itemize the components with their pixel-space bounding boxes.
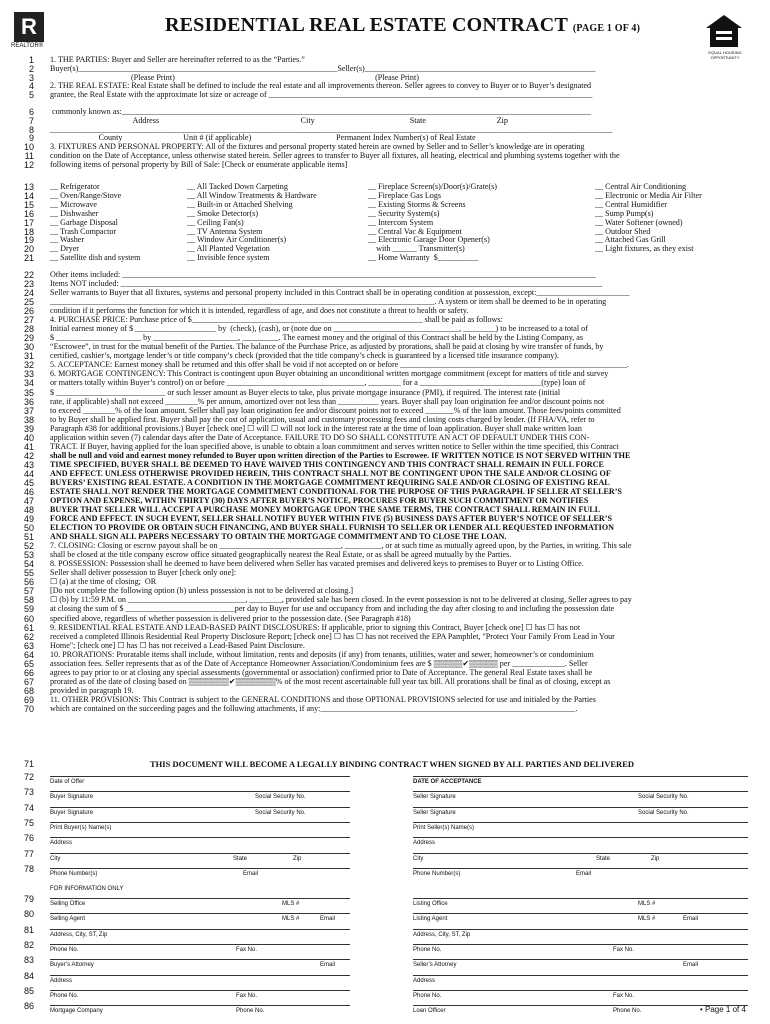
fixture-item[interactable]: __ Garbage Disposal: [50, 218, 118, 227]
signature-line[interactable]: [413, 913, 748, 914]
signature-line[interactable]: [50, 853, 350, 854]
contract-line: association fees. Seller represents that as of the Date of Acceptance Homeowner Association/Condominium fees are $ ▒▒▒▒▒✔▒▒▒▒▒ per _____________. Seller: [50, 659, 588, 668]
signature-field-label: Phone Number(s): [413, 870, 461, 877]
signature-field-label: Fax No.: [613, 947, 635, 953]
contract-line: following items of personal property by Bill of Sale: [Check or enumerate applicable items]: [50, 160, 348, 169]
fixture-item[interactable]: __ Light fixtures, as they exist: [595, 245, 694, 254]
line-number: 51: [23, 532, 34, 543]
signature-line[interactable]: [413, 837, 748, 838]
line-number: 31: [23, 351, 34, 362]
signature-field-label: Seller Signature: [413, 794, 456, 801]
line-number: 73: [23, 787, 34, 798]
fixture-item[interactable]: __ Central Air Conditioning: [595, 183, 687, 191]
signature-line[interactable]: [413, 1005, 748, 1006]
signature-line[interactable]: [50, 913, 350, 914]
contract-line: FORCE AND EFFECT. IN SUCH EVENT, SELLER SHALL NOTIFY BUYER WITHIN FIVE (5) BUSINESS DAYS AFTER BUYER’S NOTICE OF SELLER’S: [50, 515, 612, 524]
contract-line: 4. PURCHASE PRICE: Purchase price of $_________________________________________________________ shall be paid as follows:: [50, 316, 503, 325]
fixture-item[interactable]: __ Built-in or Attached Shelving: [187, 200, 293, 209]
signature-line[interactable]: [50, 959, 350, 960]
line-number: 32: [23, 360, 34, 371]
signature-line[interactable]: [413, 868, 748, 869]
contract-line: Seller shall deliver possession to Buyer [check only one]:: [50, 569, 237, 578]
signature-field-label: Buyer Signature: [50, 794, 94, 801]
contract-line: at closing the sum of $ ___________________________per day to Buyer for use and occupancy from and including the day after closing to and including the possession date: [50, 605, 615, 614]
signature-field-label: Email: [576, 870, 592, 877]
signature-field-label: Selling Office: [50, 901, 86, 908]
fixture-item[interactable]: __ Central Humidifier: [595, 200, 667, 209]
signature-field-label: Print Buyer(s) Name(s): [50, 824, 112, 831]
line-number: 77: [23, 848, 34, 859]
signature-field-label: Address, City, ST, Zip: [413, 931, 471, 938]
signature-field-label: Zip: [651, 855, 660, 862]
signature-line[interactable]: [413, 791, 748, 792]
contract-line: Buyer(s)________________________________________________________________Seller(s)_________________________________________________________: [50, 64, 596, 73]
fixture-item[interactable]: __ Central Vac & Equipment: [368, 227, 462, 236]
line-number: 58: [23, 595, 34, 606]
line-number: 44: [23, 468, 34, 479]
signature-line[interactable]: [413, 944, 748, 945]
line-number: 80: [23, 909, 34, 920]
signature-field-label: MLS #: [638, 916, 656, 923]
contract-line: which are contained on the succeeding pages and the following attachments, if any:_______________________________________________________________.: [50, 704, 578, 713]
signature-field-label: Address, City, ST, Zip: [50, 931, 108, 938]
line-number: 40: [23, 432, 34, 443]
line-number: 60: [23, 613, 34, 624]
contract-line: Home"; [check one] ☐ has ☐ has not received a Lead-Based Paint Disclosure.: [50, 641, 305, 650]
fixture-item[interactable]: __ Sump Pump(s): [595, 209, 654, 218]
contract-line: 11. OTHER PROVISIONS: This Contract is subject to the GENERAL CONDITIONS and those OPTIONAL PROVISIONS selected for use and initialed by the Parties: [50, 695, 596, 704]
contract-line: AND SHALL SIGN ALL PAPERS NECESSARY TO OBTAIN THE MORTGAGE COMMITMENT AND TO CLOSE THE LOAN.: [50, 533, 507, 542]
signature-field-label: Address: [50, 840, 73, 847]
line-number: 29: [23, 333, 34, 344]
contract-line: AND EFFECT. UNLESS OTHERWISE PROVIDED HEREIN, THIS CONTRACT SHALL NOT BE CONTINGENT UPON THE SALE AND/OR CLOSING OF: [50, 469, 611, 478]
contract-line: 5. ACCEPTANCE: Earnest money shall be returned and this offer shall be void if not accepted on or before ________________________________________________________.: [50, 361, 629, 370]
signature-field-label: Selling Agent: [50, 916, 86, 923]
contract-line: $ _____________________ by _____________________, _________. The earnest money and the original of this Contract shall be held by the Listing Company, as: [50, 334, 583, 343]
contract-line: to exceed ________% of the loan amount. Seller shall pay loan origination fee and/or discount points not to exceed _______% of the loan amount. Those fees/points committed: [50, 406, 621, 415]
signature-line[interactable]: [413, 853, 748, 854]
line-number: 75: [23, 817, 34, 828]
contract-line: grantee, the Real Estate with the approximate lot size or acreage of ________________________________________________________________________________: [50, 91, 593, 99]
line-number: 5: [28, 90, 34, 100]
contract-line: “Escrowee”, in trust for the mutual benefit of the Parties. The balance of the Purchase Price, as adjusted by prorations, shall be paid at closing by wire transfer of funds, by: [50, 343, 604, 352]
contract-line: (Please Print) (Please Print): [50, 73, 419, 82]
fixture-item[interactable]: __ Home Warranty $__________: [368, 254, 479, 263]
contract-line: 7. CLOSING: Closing or escrow payout shall be on ______________________________, _________, or at such time as mutually agreed upon, by the Parties, in writing. This sale: [50, 542, 632, 551]
signature-field-label: Print Seller(s) Name(s): [413, 824, 475, 831]
signature-field-label: Phone No.: [413, 992, 442, 999]
contract-line: 6. MORTGAGE CONTINGENCY: This Contract is contingent upon Buyer obtaining an unconditional written mortgage commitment (except for matters of title and survey: [50, 370, 609, 379]
line-number: 76: [23, 833, 34, 844]
signature-line[interactable]: [413, 822, 748, 823]
signature-line[interactable]: [50, 1005, 350, 1006]
signature-field-label: Address: [413, 977, 436, 984]
line-number: 25: [23, 297, 34, 308]
signature-field-label: Mortgage Company: [50, 1008, 103, 1015]
signature-line[interactable]: [50, 807, 350, 808]
line-number: 12: [23, 159, 34, 170]
line-number: 27: [23, 315, 34, 326]
line-number: 41: [23, 441, 34, 452]
line-number: 33: [23, 369, 34, 380]
contract-line: County Unit # (if applicable) Permanent Index Number(s) of Real Estate: [50, 134, 476, 143]
fixture-item[interactable]: __ All Planted Vegetation: [187, 245, 270, 254]
contract-line: OPTION AND EXPENSE, WITHIN THIRTY (30) DAYS AFTER BUYER’S NOTICE, PROCURES FOR BUYER SUCH COMMITMENT OR NOTIFIES: [50, 497, 589, 505]
signature-field-label: Email: [683, 962, 699, 969]
signature-line[interactable]: [50, 944, 350, 945]
line-number: 70: [23, 703, 34, 714]
signature-field-label: Loan Officer: [413, 1008, 446, 1015]
line-number: 39: [23, 423, 34, 434]
signature-line[interactable]: [413, 959, 748, 960]
fixture-item[interactable]: __ Electronic Garage Door Opener(s): [368, 236, 490, 245]
line-number: 64: [23, 649, 34, 660]
signature-field-label: MLS #: [638, 901, 656, 908]
line-number: 65: [23, 658, 34, 669]
line-number: 71: [23, 759, 34, 769]
line-number: 72: [23, 772, 34, 782]
signature-field-label: Email: [320, 916, 336, 923]
signature-line[interactable]: [413, 807, 748, 808]
contract-line: Paragraph #38 for additional provisions.) Buyer [check one] ☐ will ☐ will not lock in the interest rate at the time of loan application. Buyer shall make written loan: [50, 424, 582, 433]
fixture-item[interactable]: __ All Tacked Down Carpeting: [187, 183, 288, 191]
signature-field-label: Social Security No.: [255, 809, 306, 816]
signature-field-label: Phone No.: [413, 947, 442, 953]
line-number: 55: [23, 568, 34, 579]
signature-line[interactable]: [50, 776, 350, 777]
line-number: 7: [28, 115, 34, 126]
line-number: 68: [23, 685, 34, 696]
signature-field-label: State: [233, 855, 248, 862]
signature-field-label: City: [50, 855, 61, 862]
fixture-item[interactable]: __ Smoke Detector(s): [187, 209, 259, 218]
line-number: 21: [23, 253, 34, 264]
contract-line: 1. THE PARTIES: Buyer and Seller are hereinafter referred to as the “Parties.”: [50, 56, 305, 64]
line-number: 18: [23, 226, 34, 237]
line-number: 14: [23, 190, 34, 201]
fixture-item[interactable]: __ Washer: [50, 236, 85, 245]
fixture-item[interactable]: __ Satellite dish and system: [50, 254, 141, 263]
line-number: 22: [23, 270, 34, 280]
signature-line[interactable]: [50, 791, 350, 792]
line-number: 56: [23, 577, 34, 588]
contract-line: 3. FIXTURES AND PERSONAL PROPERTY: All of the fixtures and personal property stated herein are owned by Seller and to Seller’s knowledge are in operating: [50, 143, 585, 151]
signature-field-label: Social Security No.: [638, 809, 689, 816]
signature-field-label: City: [413, 855, 424, 862]
line-number: 6: [28, 107, 34, 117]
contract-line: Items NOT included: _______________________________________________________________________________________________________________________: [50, 280, 603, 289]
line-number: 63: [23, 640, 34, 651]
line-number: 35: [23, 387, 34, 398]
fixture-item[interactable]: __ Dishwasher: [50, 209, 99, 218]
line-number: 47: [23, 496, 34, 506]
signature-field-label: Email: [243, 870, 259, 877]
line-number: 11: [24, 150, 34, 161]
equal-housing-label: EQUAL HOUSING OPPORTUNITY: [708, 50, 742, 60]
fixture-item[interactable]: __ TV Antenna System: [187, 227, 263, 236]
signature-field-label: FOR INFORMATION ONLY: [50, 886, 124, 893]
contract-line: provided in paragraph 19.: [50, 686, 134, 695]
signature-line[interactable]: [50, 975, 350, 976]
line-number: 19: [23, 235, 34, 246]
fixture-item[interactable]: __ Outdoor Shed: [595, 227, 651, 236]
signature-field-label: Fax No.: [613, 992, 635, 999]
line-number: 85: [23, 985, 34, 996]
signature-field-label: Fax No.: [236, 947, 258, 953]
signature-field-label: Listing Office: [413, 901, 448, 908]
contract-line: Other items included: _____________________________________________________________________________________________________________________: [50, 271, 596, 279]
signature-line[interactable]: [413, 990, 748, 991]
contract-line: TIME SPECIFIED, BUYER SHALL BE DEEMED TO HAVE WAIVED THIS CONTINGENCY AND THIS CONTRACT SHALL REMAIN IN FULL FORCE: [50, 460, 604, 469]
signature-field-label: Phone No.: [613, 1008, 642, 1015]
line-number: 28: [23, 324, 34, 335]
line-number: 37: [23, 405, 34, 416]
signature-field-label: State: [596, 855, 611, 862]
line-number: 38: [23, 414, 34, 425]
line-number: 86: [23, 1001, 34, 1012]
fixture-item[interactable]: with ______ Transmitter(s): [368, 245, 465, 254]
signature-field-label: Zip: [293, 855, 302, 862]
contract-line: ___________________________________________________________________________________________________________________________________________: [50, 125, 613, 134]
fixture-item[interactable]: __ Trash Compactor: [50, 227, 117, 236]
line-number: 66: [23, 667, 34, 678]
contract-line: Initial earnest money of $ ____________________ by (check), (cash), or (note due on _______________________________, ________) to be increased to a total of: [50, 325, 588, 334]
contract-line: shall be null and void and earnest money refunded to Buyer upon written direction of the Parties to Escrowee. IF WRITTEN NOTICE IS NOT SERVED WITHIN THE: [50, 451, 631, 460]
contract-line: condition if it performs the function for which it is intended, regardless of age, and does not constitute a threat to health or safety.: [50, 307, 469, 316]
signature-field-label: Seller’s Attorney: [413, 962, 457, 969]
signature-field-label: Phone No.: [50, 992, 79, 999]
signature-field-label: Phone No.: [50, 947, 79, 953]
signature-field-label: Social Security No.: [255, 794, 306, 801]
contract-line: TRACT. If Buyer, having applied for the loan specified above, is unable to obtain a loan commitment and serves written notice to Seller within the time specified, this Contract: [50, 442, 619, 451]
line-number: 30: [23, 342, 34, 353]
line-number: 79: [23, 894, 34, 905]
fixture-item[interactable]: __ Attached Gas Grill: [595, 236, 666, 245]
contract-line: application within seven (7) calendar days after the Date of Acceptance. FAILURE TO DO SO SHALL CONSTITUTE AN ACT OF DEFAULT UNDER THIS CON-: [50, 433, 590, 442]
signature-field-label: Phone Number(s): [50, 870, 98, 877]
line-number: 10: [23, 142, 34, 152]
line-number: 17: [23, 217, 34, 228]
line-number: 48: [23, 505, 34, 516]
line-number: 49: [23, 514, 34, 525]
contract-line: 10. PRORATIONS: Proratable items shall include, without limitation, rents and deposits (if any) from tenants, utilities, water and sewer, homeowner’s or condominium: [50, 650, 594, 659]
fixture-item[interactable]: __ Dryer: [50, 245, 79, 254]
fixture-item[interactable]: __ Refrigerator: [50, 183, 100, 191]
line-number: 62: [23, 631, 34, 642]
fixture-item[interactable]: __ Water Softener (owned): [595, 218, 683, 227]
fixture-item[interactable]: __ Intercom System: [368, 218, 434, 227]
line-number: 3: [28, 72, 34, 83]
signature-field-label: Address: [413, 840, 436, 847]
contract-line: $ ___________________________ or such lesser amount as Buyer elects to take, plus private mortgage insurance (PMI), if required. The interest rate (initial: [50, 388, 561, 397]
contract-line: certified, cashier’s, mortgage lender’s or title company’s check (provided that the title company’s check is guaranteed by a licensed title insurance company).: [50, 352, 559, 361]
line-number: 54: [23, 559, 34, 570]
signature-field-label: Buyer’s Attorney: [50, 962, 94, 969]
signature-field-label: Fax No.: [236, 992, 258, 999]
realtor-logo-icon: R: [14, 12, 44, 42]
signature-field-label: Social Security No.: [638, 794, 689, 801]
line-number: 82: [23, 940, 34, 950]
line-number: 15: [23, 199, 34, 210]
contract-line: Address City State Zip: [50, 116, 508, 125]
line-number: 13: [23, 182, 34, 192]
contract-line: condition on the Date of Acceptance, unless otherwise stated herein. Seller agrees to transfer to Buyer all fixtures, all heating, electrical and plumbing systems together with the: [50, 151, 620, 160]
contract-line: commonly known as:____________________________________________________________________________________________________________________: [50, 108, 592, 116]
line-number: 1: [28, 55, 34, 65]
contract-line: 9. RESIDENTIAL REAL ESTATE AND LEAD-BASED PAINT DISCLOSURES: If applicable, prior to signing this Contract, Buyer [check one] ☐ has ☐ has not: [50, 623, 581, 632]
contract-line: 8. POSSESSION: Possession shall be deemed to have been delivered when Seller has vacated premises and delivered keys to premises to Buyer or to Listing Office.: [50, 560, 584, 569]
realtor-label: REALTOR®: [11, 43, 44, 49]
contract-line: shall be closed at the title company escrow office situated geographically nearest the Real Estate, or as shall be agreed mutually by the Parties.: [50, 551, 512, 560]
signature-field-label: Phone No.: [236, 1008, 265, 1015]
contract-line: 2. THE REAL ESTATE: Real Estate shall be defined to include the real estate and all improvements thereon. Seller agrees to convey to Buyer or to Buyer’s designated: [50, 82, 592, 91]
contract-line: BUYERS’ EXISTING REAL ESTATE. A CONDITION IN THE MORTGAGE COMMITMENT REQUIRING SALE AND/OR CLOSING OF EXISTING REAL: [50, 478, 610, 487]
line-number: 34: [23, 378, 34, 389]
page-title: [165, 14, 640, 37]
line-number: 46: [23, 486, 34, 497]
fixture-item[interactable]: __ Oven/Range/Stove: [50, 191, 122, 200]
line-number: 43: [23, 459, 34, 470]
line-number: 74: [23, 802, 34, 813]
line-number: 61: [23, 622, 34, 633]
contract-line: prorated as of the date of closing based on ▒▒▒▒▒▒▒✔▒▒▒▒▒▒▒% of the most recent ascertainable full year tax bill. All prorations shall be final as of closing, except as: [50, 677, 611, 686]
line-number: 16: [23, 208, 34, 219]
binding-notice: THIS DOCUMENT WILL BECOME A LEGALLY BINDING CONTRACT WHEN SIGNED BY ALL PARTIES AND DELIVERED: [150, 759, 635, 769]
fixture-item[interactable]: __ Window Air Conditioner(s): [187, 236, 287, 245]
line-number: 53: [23, 550, 34, 561]
equal-housing-icon: [703, 14, 745, 48]
page-footer: • Page 1 of 4: [700, 1005, 746, 1014]
fixture-item[interactable]: __ Microwave: [50, 200, 97, 209]
contract-line: _______________________________________________________________________________________________. A system or item shall be deemed to be in operating: [50, 298, 607, 307]
signature-field-label: Email: [683, 916, 699, 923]
signature-field-label: DATE OF ACCEPTANCE: [413, 779, 482, 785]
fixture-item[interactable]: __ Fireplace Gas Logs: [368, 191, 442, 200]
contract-line: or matters totally within Buyer’s control) on or before __________________________________, ________ for a ______________________________(type) loan of: [50, 379, 586, 388]
line-number: 24: [23, 288, 34, 299]
signature-field-label: MLS #: [282, 901, 300, 908]
signature-field-label: Seller Signature: [413, 809, 456, 816]
line-number: 20: [23, 244, 34, 255]
signature-field-label: MLS #: [282, 916, 300, 923]
contract-line: ESTATE SHALL NOT RENDER THE MORTGAGE COMMITMENT CONDITIONAL FOR THE PURPOSE OF THIS PARAGRAPH. IF SELLER AT SELLER’S: [50, 487, 622, 496]
contract-line: specified above, regardless of whether possession is delivered prior to the possession date. (See Paragraph #18): [50, 614, 411, 623]
signature-line[interactable]: [413, 898, 748, 899]
line-number: 84: [23, 970, 34, 981]
line-number: 26: [23, 306, 34, 317]
line-number: 45: [23, 477, 34, 488]
line-number: 52: [23, 541, 34, 552]
signature-line[interactable]: [413, 975, 748, 976]
contract-line: Seller warrants to Buyer that all fixtures, systems and personal property included in this Contract shall be in operating condition at possession, except:_______________________: [50, 289, 630, 298]
fixture-item[interactable]: __ Fireplace Screen(s)/Door(s)/Grate(s): [368, 183, 497, 191]
line-number: 57: [23, 586, 34, 597]
signature-field-label: Address: [50, 977, 73, 984]
line-number: 50: [23, 523, 34, 534]
fixture-item[interactable]: __ Electronic or Media Air Filter: [595, 191, 702, 200]
signature-field-label: Date of Offer: [50, 779, 85, 785]
contract-line: agrees to pay prior to or at closing any special assessments (governmental or association) confirmed prior to Date of Acceptance. The general Real Estate taxes shall be: [50, 668, 593, 677]
line-number: 78: [23, 863, 34, 874]
line-number: 59: [23, 604, 34, 615]
line-number: 23: [23, 279, 34, 290]
fixture-item[interactable]: __ Security System(s): [368, 209, 440, 218]
line-number: 81: [23, 924, 34, 935]
contract-line: BUYER THAT SELLER WILL ACCEPT A PURCHASE MONEY MORTGAGE UPON THE SAME TERMS, THE CONTRACT SHALL REMAIN IN FULL: [50, 506, 601, 515]
line-number: 4: [28, 81, 34, 92]
fixture-item[interactable]: __ All Window Treatments & Hardware: [187, 191, 317, 200]
line-number: 36: [23, 396, 34, 407]
line-number: 67: [23, 676, 34, 687]
contract-line: ☐ (b) by 11:59 P.M. on _____________________________, ________, provided sale has been closed. In the event possession is not to be delivered at closing, Seller agrees to pay: [50, 596, 632, 605]
contract-line: ELECTION TO PROVIDE OR OBTAIN SUCH FINANCING, AND BUYER SHALL FURNISH TO SELLER OR LENDER ALL REQUESTED INFORMATION: [50, 524, 614, 533]
line-number: 83: [23, 955, 34, 966]
fixture-item[interactable]: __ Ceiling Fan(s): [187, 218, 244, 227]
line-number: 69: [23, 694, 34, 705]
contract-line: ☐ (a) at the time of closing; OR: [50, 578, 157, 587]
signature-line[interactable]: [50, 990, 350, 991]
signature-line[interactable]: [413, 929, 748, 930]
line-number: 2: [28, 63, 34, 74]
contract-line: received a completed Illinois Residential Real Property Disclosure Report; [check one] ☐ has ☐ has not received the EPA Pamphlet, "Protect Your Family From Lead in Your: [50, 632, 615, 641]
contract-line: to by Buyer shall be applied first. Buyer shall pay the cost of application, usual and customary processing fees and closing costs charged by lender. (If FHA/VA, refer to: [50, 415, 595, 424]
signature-line[interactable]: [50, 837, 350, 838]
contract-line: rate, if applicable) shall not exceed ________% per annum, amortized over not less than __________ years. Buyer shall pay loan origination fee and/or discount points not: [50, 397, 605, 406]
signature-line[interactable]: [50, 898, 350, 899]
line-number: 42: [23, 450, 34, 461]
fixture-item[interactable]: __ Existing Storms & Screens: [368, 200, 466, 209]
signature-line[interactable]: [413, 776, 748, 777]
signature-line[interactable]: [50, 929, 350, 930]
contract-line: [Do not complete the following option (b) unless possession is not to be delivered at closing.]: [50, 587, 354, 596]
fixture-item[interactable]: __ Invisible fence system: [187, 254, 270, 263]
page-indicator: (PAGE 1 OF 4): [572, 23, 641, 34]
line-number: 9: [28, 133, 34, 144]
signature-field-label: Buyer Signature: [50, 809, 94, 816]
line-number: 8: [28, 124, 34, 135]
signature-field-label: Email: [320, 962, 336, 969]
signature-field-label: Listing Agent: [413, 916, 448, 923]
signature-line[interactable]: [50, 822, 350, 823]
signature-line[interactable]: [50, 868, 350, 869]
title-text: RESIDENTIAL REAL ESTATE CONTRACT: [165, 14, 568, 36]
